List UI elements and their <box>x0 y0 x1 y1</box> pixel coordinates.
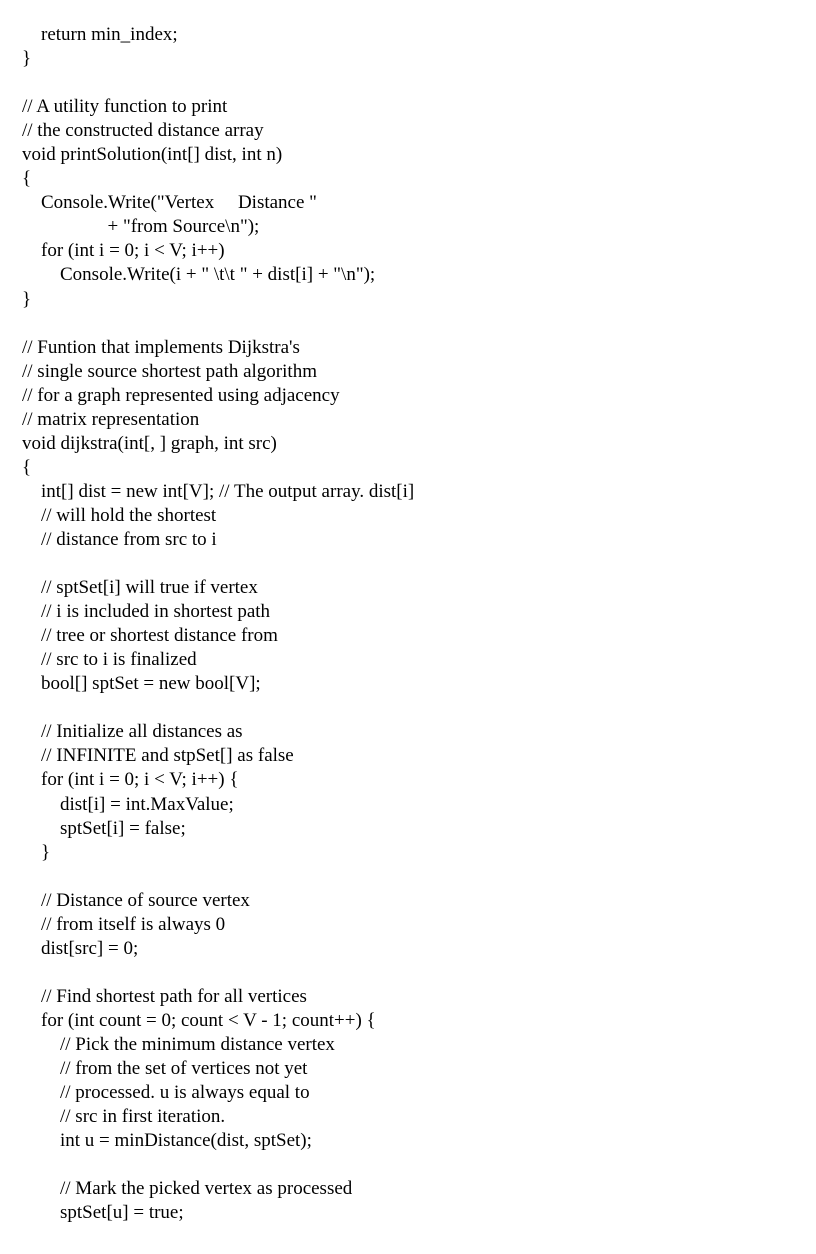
code-line: // distance from src to i <box>22 528 217 550</box>
code-line: Console.Write(i + " \t\t " + dist[i] + "\n"); <box>22 264 376 286</box>
code-line: // i is included in shortest path <box>22 601 271 623</box>
code-line: return min_index; <box>22 24 178 45</box>
code-line: for (int i = 0; i < V; i++) { <box>22 769 239 791</box>
code-line: sptSet[i] = false; <box>22 817 186 839</box>
code-line: } <box>22 288 32 310</box>
code-listing <box>22 23 414 1225</box>
code-line: // for a graph represented using adjacency <box>22 384 340 406</box>
code-line <box>22 865 414 889</box>
code-line: } <box>22 48 32 70</box>
code-line: // Distance of source vertex <box>22 889 250 911</box>
code-line: // from itself is always 0 <box>22 913 226 935</box>
code-line: // Initialize all distances as <box>22 721 243 743</box>
code-line: void printSolution(int[] dist, int n) <box>22 144 283 166</box>
code-line: // Mark the picked vertex as processed <box>22 1178 353 1200</box>
code-line: + "from Source\n"); <box>22 216 260 238</box>
code-line <box>22 312 414 336</box>
code-line: // tree or shortest distance from <box>22 625 278 647</box>
code-line: // Pick the minimum distance vertex <box>22 1033 335 1055</box>
code-line: // src to i is finalized <box>22 649 197 671</box>
code-line: // sptSet[i] will true if vertex <box>22 577 258 599</box>
code-line: // the constructed distance array <box>22 120 264 142</box>
code-line: } <box>22 841 51 863</box>
code-line: Console.Write("Vertex Distance " <box>22 192 317 214</box>
code-line: int u = minDistance(dist, sptSet); <box>22 1130 312 1152</box>
code-line: int[] dist = new int[V]; // The output array. dist[i] <box>22 480 415 502</box>
code-line: bool[] sptSet = new bool[V]; <box>22 673 261 695</box>
code-line <box>22 552 414 576</box>
code-line: // will hold the shortest <box>22 504 217 526</box>
code-line <box>22 71 414 95</box>
code-line: dist[i] = int.MaxValue; <box>22 793 234 815</box>
code-line: for (int i = 0; i < V; i++) <box>22 240 225 262</box>
code-line: dist[src] = 0; <box>22 937 139 959</box>
code-line: // src in first iteration. <box>22 1106 226 1128</box>
code-line: // processed. u is always equal to <box>22 1082 310 1104</box>
code-line: // Find shortest path for all vertices <box>22 985 307 1007</box>
code-line: { <box>22 168 32 190</box>
code-line: // single source shortest path algorithm <box>22 360 317 382</box>
code-line: void dijkstra(int[, ] graph, int src) <box>22 432 277 454</box>
code-line <box>22 961 414 985</box>
code-line <box>22 696 414 720</box>
code-line: // matrix representation <box>22 408 200 430</box>
code-line: sptSet[u] = true; <box>22 1202 184 1224</box>
code-line: // INFINITE and stpSet[] as false <box>22 745 294 767</box>
code-line: { <box>22 456 32 478</box>
code-line: // from the set of vertices not yet <box>22 1058 308 1080</box>
code-line <box>22 1153 414 1177</box>
code-line: for (int count = 0; count < V - 1; count++) { <box>22 1009 376 1031</box>
code-line: // Funtion that implements Dijkstra's <box>22 336 300 358</box>
code-line: // A utility function to print <box>22 96 228 118</box>
